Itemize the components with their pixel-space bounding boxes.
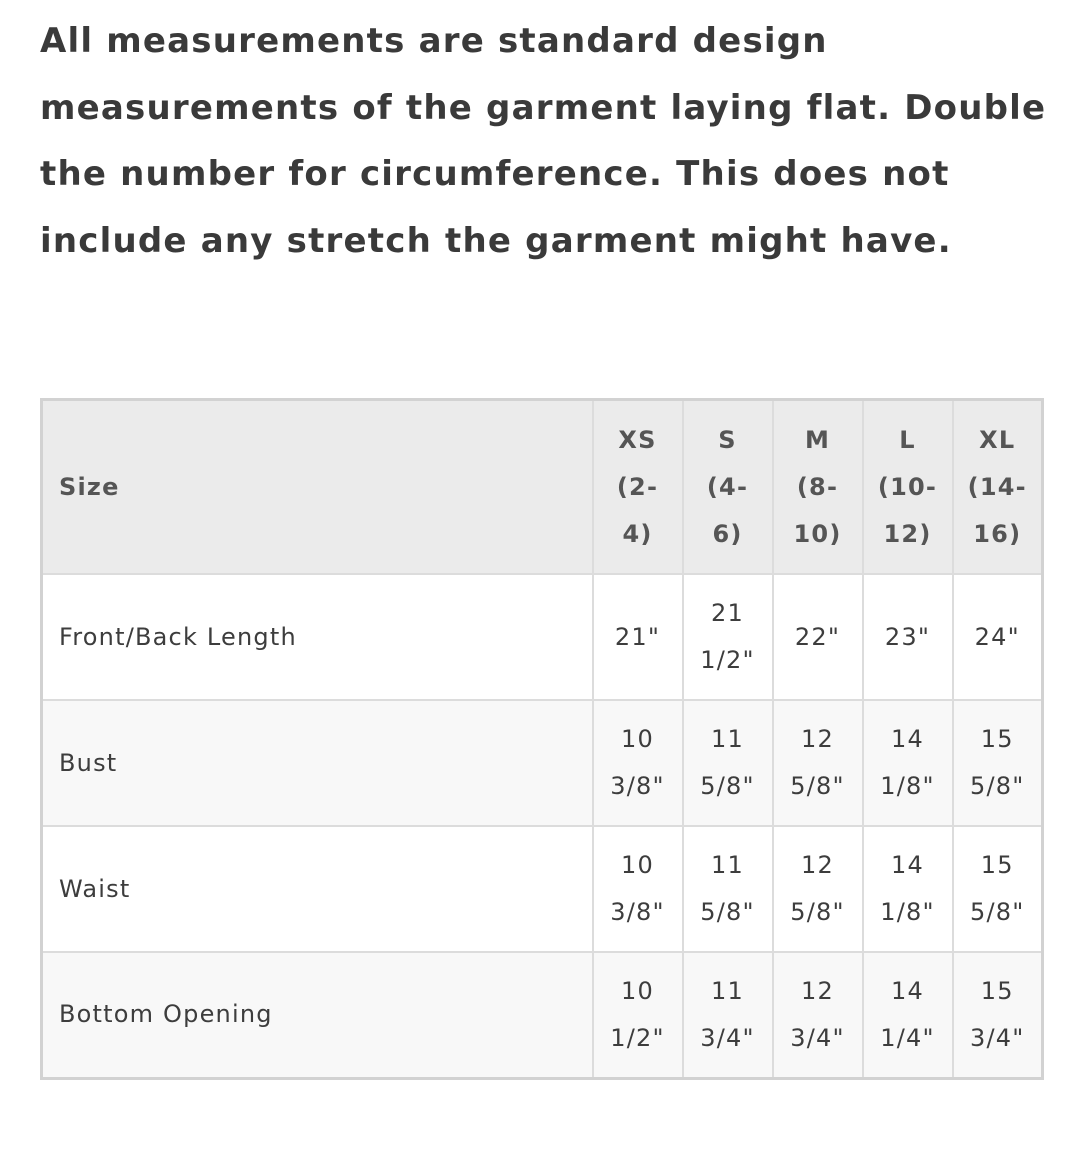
table-cell: 11 5/8" [683, 826, 773, 952]
size-range-start: (14- [967, 472, 1027, 501]
size-range-start: (4- [706, 472, 749, 501]
size-range-end: 10) [793, 519, 842, 548]
row-label: Front/Back Length [42, 574, 593, 700]
size-chart-table [40, 398, 1044, 1080]
size-code: S [718, 425, 737, 454]
size-header-m [773, 400, 863, 575]
table-cell: 12 3/4" [773, 952, 863, 1078]
size-range-end: 16) [973, 519, 1022, 548]
table-cell: 21 1/2" [683, 574, 773, 700]
table-cell: 15 5/8" [953, 700, 1043, 826]
table-cell: 14 1/8" [863, 700, 953, 826]
table-cell: 11 5/8" [683, 700, 773, 826]
row-label: Bottom Opening [42, 952, 593, 1078]
size-code: L [899, 425, 916, 454]
table-cell: 14 1/4" [863, 952, 953, 1078]
table-cell: 10 3/8" [593, 826, 683, 952]
table-cell: 10 1/2" [593, 952, 683, 1078]
size-code: XS [618, 425, 657, 454]
size-range-start: (10- [877, 472, 938, 501]
table-cell: 12 5/8" [773, 826, 863, 952]
intro-paragraph: All measurements are standard design measurements of the garment laying flat. Double the number for circumference. This does not include any stretch the garment might have. [40, 21, 1047, 261]
table-cell: 21" [593, 574, 683, 700]
size-header-l [863, 400, 953, 575]
size-code: M [804, 425, 831, 454]
table-cell: 24" [953, 574, 1043, 700]
size-header-xl [953, 400, 1043, 575]
table-cell: 14 1/8" [863, 826, 953, 952]
size-range-start: (2- [616, 472, 659, 501]
table-cell: 12 5/8" [773, 700, 863, 826]
table-row [42, 826, 1043, 952]
table-header-row [42, 400, 1043, 575]
size-header-label: Size [42, 400, 593, 575]
table-cell: 15 5/8" [953, 826, 1043, 952]
size-range-start: (8- [796, 472, 839, 501]
table-cell: 10 3/8" [593, 700, 683, 826]
size-range-end: 4) [622, 519, 653, 548]
row-label: Bust [42, 700, 593, 826]
size-code: XL [979, 425, 1016, 454]
size-range-end: 6) [712, 519, 743, 548]
size-range-end: 12) [883, 519, 932, 548]
size-header-xs [593, 400, 683, 575]
table-cell: 22" [773, 574, 863, 700]
table-cell: 23" [863, 574, 953, 700]
row-label: Waist [42, 826, 593, 952]
table-row [42, 952, 1043, 1078]
table-row [42, 574, 1043, 700]
table-cell: 15 3/4" [953, 952, 1043, 1078]
table-row [42, 700, 1043, 826]
size-header-s [683, 400, 773, 575]
table-cell: 11 3/4" [683, 952, 773, 1078]
